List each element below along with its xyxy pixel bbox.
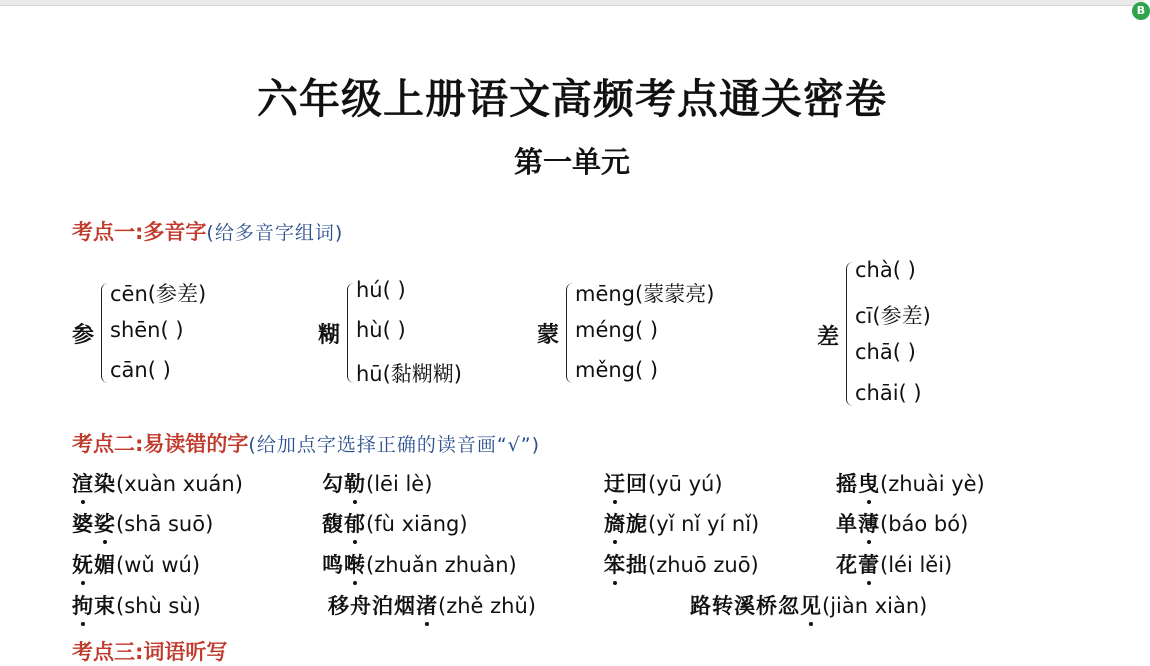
reading-options[interactable]: (yǐ nǐ yí nǐ) <box>648 512 760 536</box>
reading: chāi( ) <box>855 381 922 405</box>
reading-options[interactable]: (lēi lè) <box>366 472 433 496</box>
pronunciation-item <box>72 468 243 498</box>
pronunciation-item <box>322 508 468 538</box>
reading: chā( ) <box>855 340 916 364</box>
pronunciation-item <box>322 468 432 498</box>
section-2-heading <box>72 428 540 458</box>
reading: cī(参差) <box>855 304 931 328</box>
word-prefix: 馥 <box>322 512 344 536</box>
dotted-char: 娑 <box>94 512 116 536</box>
question-word <box>328 594 438 618</box>
section-1-heading <box>72 216 343 246</box>
dotted-char: 渲 <box>72 472 94 496</box>
reading: měng( ) <box>575 358 659 382</box>
question-word <box>72 553 116 577</box>
polyphone-char: 参 <box>72 323 95 348</box>
dotted-char: 蕾 <box>858 553 880 577</box>
dotted-char: 勒 <box>344 472 366 496</box>
pronunciation-item <box>836 508 968 538</box>
pronunciation-item <box>604 549 759 579</box>
question-word <box>836 472 880 496</box>
question-word <box>72 512 116 536</box>
browser-top-bar <box>0 0 1144 6</box>
reading: cān( ) <box>110 358 171 382</box>
word-prefix: 单 <box>836 512 858 536</box>
reading: cēn(参差) <box>110 282 207 306</box>
reading-options[interactable]: (zhuǎn zhuàn) <box>366 553 517 577</box>
question-word <box>322 472 366 496</box>
reading-options[interactable]: (fù xiāng) <box>366 512 468 536</box>
reading-options[interactable]: (xuàn xuán) <box>116 472 243 496</box>
dotted-char: 迂 <box>604 472 626 496</box>
reading-options[interactable]: (léi lěi) <box>880 553 953 577</box>
word-prefix: 勾 <box>322 472 344 496</box>
reading-options[interactable]: (jiàn xiàn) <box>822 594 928 618</box>
word-suffix: 染 <box>94 472 116 496</box>
reading: méng( ) <box>575 318 659 342</box>
word-prefix: 花 <box>836 553 858 577</box>
question-word <box>322 512 366 536</box>
question-word <box>604 553 648 577</box>
word-prefix: 鸣 <box>322 553 344 577</box>
word-suffix: 回 <box>626 472 648 496</box>
word-suffix: 束 <box>94 594 116 618</box>
pronunciation-item <box>72 549 200 579</box>
section-3-heading: 考点三:词语听写 <box>72 640 228 664</box>
dotted-char: 郁 <box>344 512 366 536</box>
reading: chà( ) <box>855 258 916 282</box>
pronunciation-item <box>322 549 517 579</box>
pronunciation-item <box>72 508 213 538</box>
reading-options[interactable]: (shā suō) <box>116 512 214 536</box>
word-suffix: 旎 <box>626 512 648 536</box>
question-word <box>72 472 116 496</box>
polyphone-char: 蒙 <box>537 323 560 348</box>
extension-icon[interactable]: B <box>1132 2 1150 20</box>
reading: mēng(蒙蒙亮) <box>575 282 715 306</box>
dotted-char: 见 <box>800 594 822 618</box>
page-title: 六年级上册语文高频考点通关密卷 <box>257 75 887 123</box>
word-prefix: 婆 <box>72 512 94 536</box>
dotted-char: 渚 <box>416 594 438 618</box>
question-word <box>836 512 880 536</box>
reading-options[interactable]: (zhuō zuō) <box>648 553 759 577</box>
word-prefix: 摇 <box>836 472 858 496</box>
question-word <box>690 594 822 618</box>
reading-options[interactable]: (zhě zhǔ) <box>438 594 536 618</box>
pronunciation-item <box>836 549 952 579</box>
dotted-char: 拘 <box>72 594 94 618</box>
reading: shēn( ) <box>110 318 184 342</box>
brace <box>566 283 573 383</box>
reading-options[interactable]: (báo bó) <box>880 512 969 536</box>
reading: hú( ) <box>356 278 406 302</box>
brace <box>101 283 108 383</box>
word-suffix: 拙 <box>626 553 648 577</box>
reading: hù( ) <box>356 318 406 342</box>
pronunciation-item <box>690 590 927 620</box>
section-2-hint: (给加点字选择正确的读音画“√”) <box>248 434 541 456</box>
question-word <box>322 553 366 577</box>
unit-title: 第一单元 <box>513 145 630 179</box>
question-word <box>604 512 648 536</box>
brace <box>347 283 354 383</box>
question-word <box>72 594 116 618</box>
section-1-hint: (给多音字组词) <box>206 222 344 244</box>
reading: hū(黏糊糊) <box>356 362 463 386</box>
dotted-char: 妩 <box>72 553 94 577</box>
pronunciation-item <box>72 590 201 620</box>
dotted-char: 曳 <box>858 472 880 496</box>
section-2-label: 考点二:易读错的字 <box>72 432 249 456</box>
reading-options[interactable]: (wǔ wú) <box>116 553 201 577</box>
pronunciation-item <box>836 468 985 498</box>
section-1-label: 考点一:多音字 <box>72 220 207 244</box>
question-word <box>836 553 880 577</box>
brace <box>846 262 853 406</box>
reading-options[interactable]: (shù sù) <box>116 594 201 618</box>
question-word <box>604 472 648 496</box>
word-suffix: 媚 <box>94 553 116 577</box>
polyphone-char: 差 <box>817 325 840 350</box>
pronunciation-item <box>604 508 759 538</box>
dotted-char: 薄 <box>858 512 880 536</box>
reading-options[interactable]: (yū yú) <box>648 472 723 496</box>
dotted-char: 笨 <box>604 553 626 577</box>
reading-options[interactable]: (zhuài yè) <box>880 472 985 496</box>
pronunciation-item <box>604 468 723 498</box>
polyphone-char: 糊 <box>318 323 341 348</box>
word-prefix: 移舟泊烟 <box>328 594 416 618</box>
word-prefix: 路转溪桥忽 <box>690 594 800 618</box>
dotted-char: 啭 <box>344 553 366 577</box>
dotted-char: 旖 <box>604 512 626 536</box>
pronunciation-item <box>328 590 536 620</box>
